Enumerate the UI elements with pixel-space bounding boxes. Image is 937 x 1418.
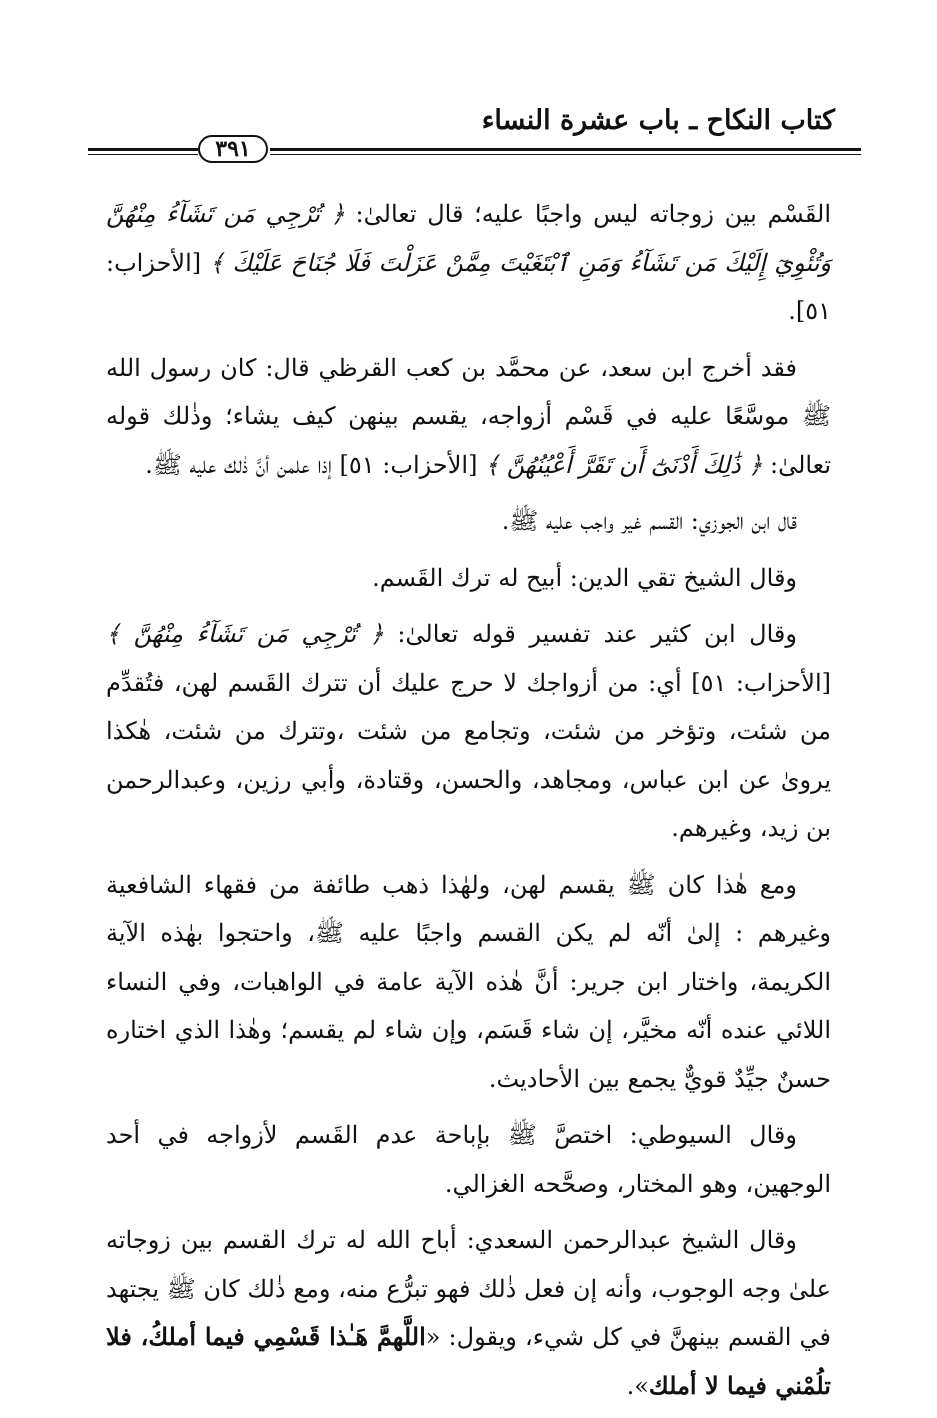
double-rule-right [270, 148, 861, 155]
text-run: وقال السيوطي: اختصَّ ﷺ بإباحة عدم القَسم لأزواجه في أحد الوجهين، وهو المختار، وصحَّحه الغزالي. [106, 1121, 831, 1198]
hadith-quote: اللَّهمَّ هَـٰذا قَسْمِي فيما أملكُ، فلا تلُمْني فيما لا أملك [106, 1322, 831, 1400]
quran-verse: ﴿ تُرْجِي مَن تَشَآءُ مِنْهُنَّ ﴾ [106, 620, 384, 648]
paragraph [106, 1216, 831, 1410]
text-run: فقد أخرج ابن سعد، عن محمَّد بن كعب القرظي قال: كان رسول الله ﷺ موسَّعًا عليه في قَسْم أزواجه، يقسم بينهن كيف يشاء؛ وذٰلك قوله تعالىٰ: [106, 353, 831, 479]
quran-verse: ﴿ تُرْجِي مَن تَشَآءُ مِنْهُنَّ وَتُئْوِيٓ إِلَيْكَ مَن تَشَآءُ وَمَنِ ٱبْتَغَيْتَ مِمَّنْ عَزَلْتَ فَلَا جُنَاحَ عَلَيْكَ ﴾ [106, 200, 831, 277]
paragraph [106, 344, 831, 490]
quran-verse: ﴿ ذَٰلِكَ أَدْنَىٰٓ أَن تَقَرَّ أَعْيُنُهُنَّ ﴾ [485, 450, 763, 479]
paragraph [106, 554, 831, 603]
text-run: وقال الشيخ تقي الدين: أبيح له ترك القَسم. [372, 563, 797, 592]
header-rule [88, 138, 861, 162]
text-run: وقال ابن كثير عند تفسير قوله تعالىٰ: [383, 620, 797, 648]
paragraph [106, 610, 831, 853]
text-run: [الأحزاب: ٥١]. [106, 248, 831, 325]
text-run: القَسْم بين زوجاته ليس واجبًا عليه؛ قال تعالىٰ: [344, 200, 831, 228]
paragraph [106, 497, 831, 546]
text-run: قال ابن الجوزي: القسم غير واجب عليه ﷺ. [501, 507, 797, 535]
text-run: [الأحزاب: ٥١] أي: من أزواجك لا حرج عليك أن تترك القَسم لهن، فتُقدِّم من شئت، وتؤخر من شئت، وتجامع من شئت ،وتترك من شئت، هٰكذا يروىٰ عن ابن عباس، ومجاهد، والحسن، وقتادة، وأبي رزين، وعبدالرحمن بن زيد، وغيرهم. [106, 668, 831, 842]
text-run: ». [626, 1371, 649, 1400]
main-text [106, 190, 831, 1418]
text-run: ومع هٰذا كان ﷺ يقسم لهن، ولهٰذا ذهب طائفة من فقهاء الشافعية وغيرهم : إلىٰ أنّه لم يكن القسم واجبًا عليه ﷺ، واحتجوا بهٰذه الآية الكريمة، واختار ابن جرير: أنَّ هٰذه الآية عامة في الواهبات، وفي النساء اللائي عنده أنّه مخيَّر، إن شاء قَسَم، وإن شاء لم يقسم؛ وهٰذا الذي اختاره حسنٌ جيِّدٌ قويٌّ يجمع بين الأحاديث. [106, 870, 831, 1093]
text-run: [الأحزاب: ٥١] إذا علمن أنَّ ذٰلك عليه ﷺ. [145, 450, 486, 479]
paragraph [106, 861, 831, 1104]
text-run: وقال الشيخ عبدالرحمن السعدي: أباح الله له ترك القسم بين زوجاته علىٰ وجه الوجوب، وأنه إن فعل ذٰلك فهو تبرُّع منه، ومع ذٰلك كان ﷺ يجتهد في القسم بينهنَّ في كل شيء، ويقول: « [106, 1226, 831, 1351]
paragraph [106, 1111, 831, 1208]
double-rule-left [88, 148, 198, 155]
page-number: ٣٩١ [198, 135, 268, 163]
running-head: كتاب النكاح ـ باب عشرة النساء [481, 105, 835, 136]
paragraph [106, 190, 831, 336]
